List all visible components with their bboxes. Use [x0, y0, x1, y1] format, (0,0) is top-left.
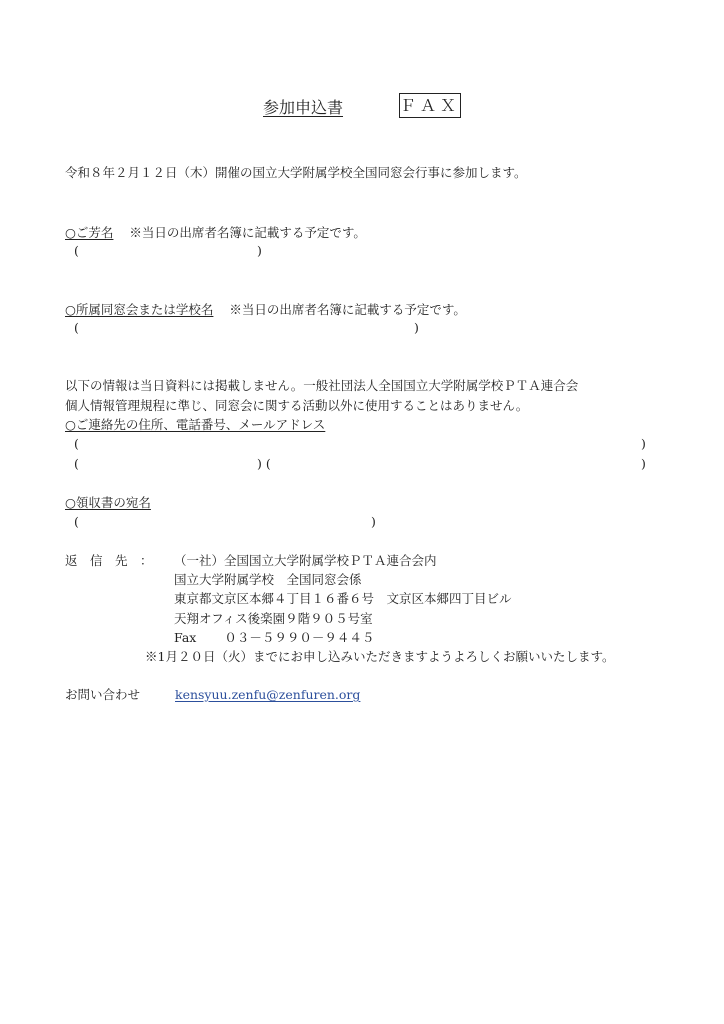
- school-note: ※当日の出席者名簿に記載する予定です。: [229, 302, 466, 317]
- receipt-field-open: (: [74, 514, 79, 529]
- school-field-close: ): [414, 320, 419, 335]
- inquiry-label: お問い合わせ: [65, 687, 141, 702]
- name-field-close: ): [257, 243, 262, 258]
- name-label: ○ご芳名: [65, 225, 114, 240]
- school-section: [65, 302, 466, 318]
- contact-field-1-close: ): [641, 436, 646, 451]
- contact-field-2-open: (: [74, 456, 79, 471]
- receipt-field-close: ): [371, 514, 376, 529]
- contact-field-1-open: (: [74, 436, 79, 451]
- reply-line-3: 東京都文京区本郷４丁目１６番６号 文京区本郷四丁目ビル: [174, 591, 512, 606]
- contact-field-2-middle: ) (: [257, 456, 271, 471]
- inquiry-email-link[interactable]: kensyuu.zenfu@zenfuren.org: [175, 687, 361, 702]
- reply-line-4: 天翔オフィス後楽園９階９０５号室: [174, 611, 373, 626]
- contact-field-3-close: ): [641, 456, 646, 471]
- reply-line-2: 国立大学附属学校 全国同窓会係: [174, 572, 362, 587]
- contact-label: ○ご連絡先の住所、電話番号、メールアドレス: [65, 417, 326, 432]
- receipt-label: ○領収書の宛名: [65, 495, 151, 510]
- reply-fax: [174, 630, 374, 646]
- intro-text: 令和８年２月１２日（木）開催の国立大学附属学校全国同窓会行事に参加します。: [65, 165, 527, 180]
- fax-number: ０３－５９９０－９４４５: [224, 630, 375, 645]
- fax-label-box: ＦＡＸ: [399, 93, 461, 118]
- reply-label: 返 信 先 ：: [65, 553, 153, 568]
- privacy-line-1: 以下の情報は当日資料には掲載しません。一般社団法人全国国立大学附属学校ＰＴＡ連合会: [65, 378, 579, 393]
- school-label: ○所属同窓会または学校名: [65, 302, 214, 317]
- school-field-open: (: [74, 320, 79, 335]
- document-title: 参加申込書: [263, 98, 344, 117]
- name-field-open: (: [74, 243, 79, 258]
- privacy-line-2: 個人情報管理規程に準じ、同窓会に関する活動以外に使用することはありません。: [65, 398, 529, 413]
- fax-text-label: Fax: [174, 630, 197, 645]
- reply-line-1: （一社）全国国立大学附属学校ＰＴＡ連合会内: [174, 553, 437, 568]
- deadline-note: ※1月２０日（火）までにお申し込みいただきますようよろしくお願いいたします。: [145, 649, 615, 664]
- name-note: ※当日の出席者名簿に記載する予定です。: [129, 225, 366, 240]
- name-section: [65, 225, 366, 241]
